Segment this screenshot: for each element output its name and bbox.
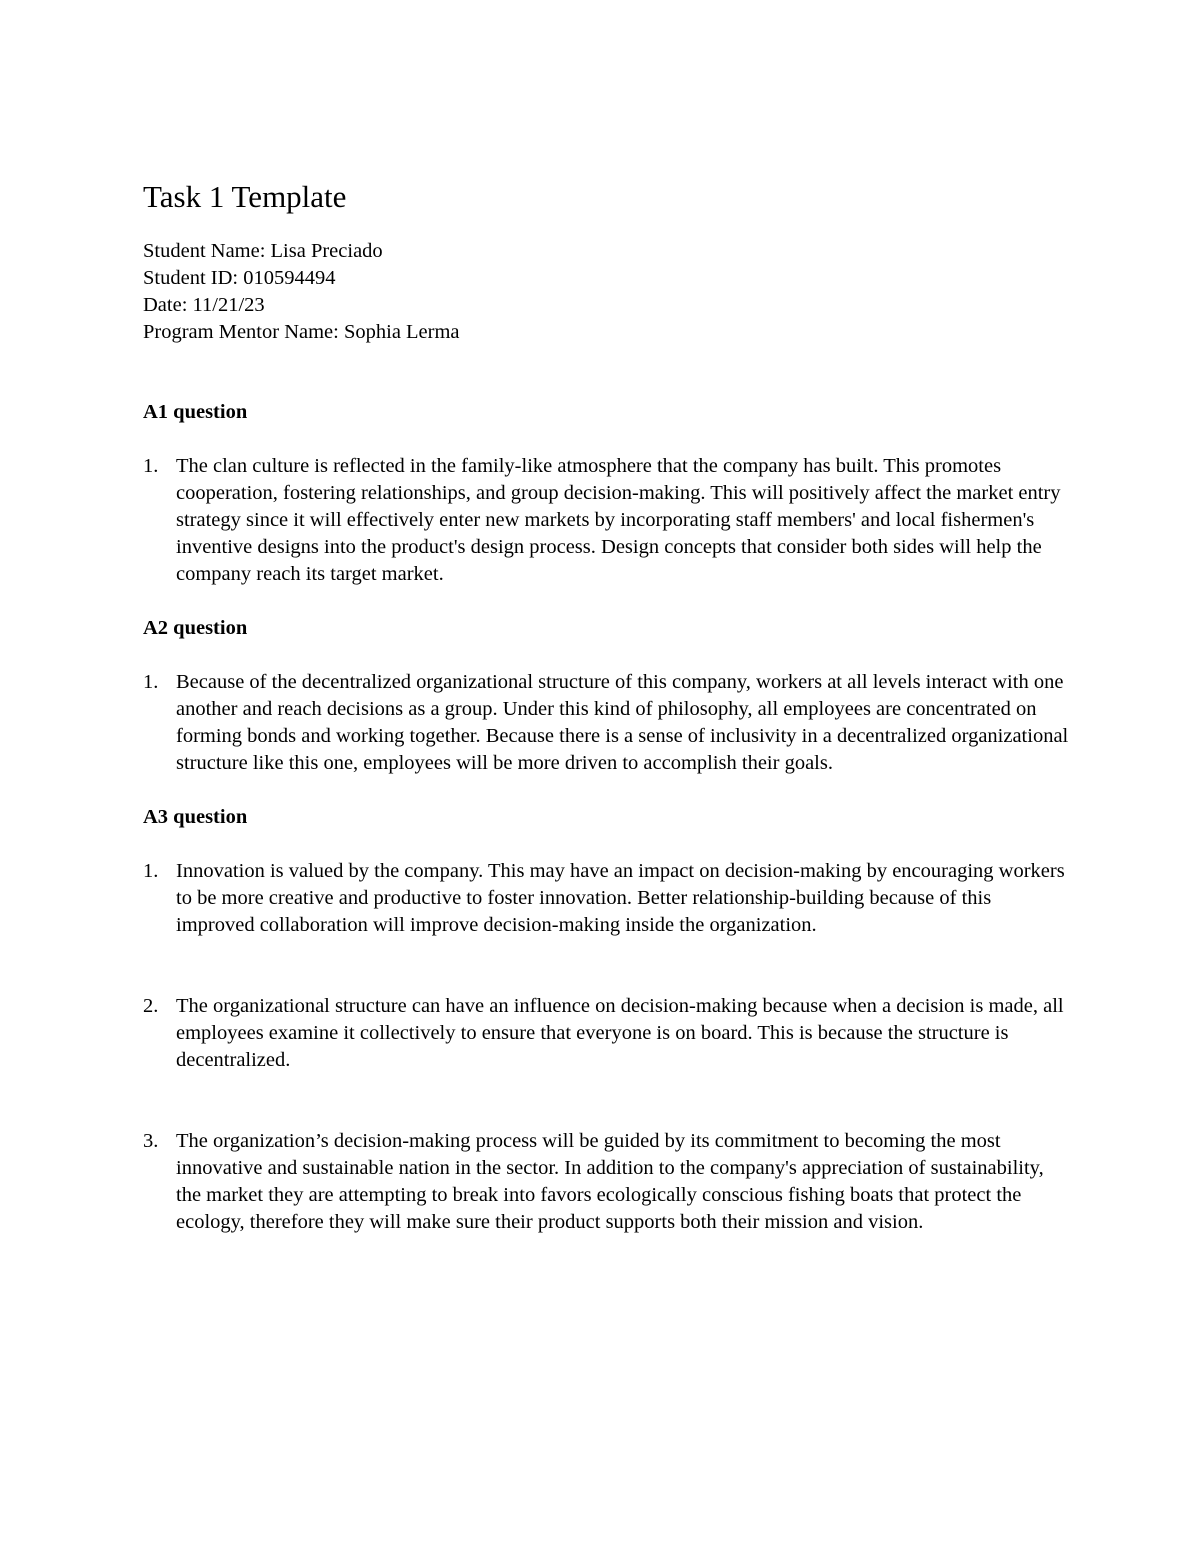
- date: Date: 11/21/23: [143, 294, 265, 316]
- section-heading: A1 question: [143, 401, 248, 423]
- item-number: 1.: [143, 455, 159, 477]
- item-number: 1.: [143, 671, 159, 693]
- section-heading: A2 question: [143, 617, 248, 639]
- item-number: 1.: [143, 860, 159, 882]
- student-info: [143, 238, 1073, 346]
- answer-list: [143, 669, 1073, 777]
- document-body: [143, 178, 1073, 1236]
- answer-text: The clan culture is reflected in the family-like atmosphere that the company has built. This promotes cooperation, fostering relationships, and group decision-making. This will positively affect the market entry strategy since it will effectively enter new markets by incorporating staff members' and local fishermen's inventive designs into the product's design process. Design concepts that consider both sides will help the company reach its target market.: [176, 455, 1061, 585]
- answer-text: Because of the decentralized organizational structure of this company, workers at all levels interact with one another and reach decisions as a group. Under this kind of philosophy, all employees are concentrated on forming bonds and working together. Because there is a sense of inclusivity in a decentralized organizational structure like this one, employees will be more driven to accomplish their goals.: [176, 671, 1069, 774]
- document-title: Task 1 Template: [143, 179, 347, 214]
- answer-list: [143, 858, 1073, 1236]
- student-id: Student ID: 010594494: [143, 267, 336, 289]
- section-a1: [143, 399, 1073, 588]
- answer-item: [143, 858, 1073, 939]
- answer-item: [143, 1128, 1073, 1236]
- student-name: Student Name: Lisa Preciado: [143, 240, 383, 262]
- section-heading: A3 question: [143, 806, 248, 828]
- answer-text: The organization’s decision-making process will be guided by its commitment to becoming the most innovative and sustainable nation in the sector. In addition to the company's appreciation of sustainability, the market they are attempting to break into favors ecologically conscious fishing boats that protect the ecology, therefore they will make sure their product supports both their mission and vision.: [176, 1130, 1044, 1233]
- answer-item: [143, 993, 1073, 1074]
- item-number: 2.: [143, 995, 159, 1017]
- item-number: 3.: [143, 1130, 159, 1152]
- section-a3: [143, 804, 1073, 1236]
- answer-text: Innovation is valued by the company. This may have an impact on decision-making by encouraging workers to be more creative and productive to foster innovation. Better relationship-building because of this improved collaboration will improve decision-making inside the organization.: [176, 860, 1065, 936]
- answer-list: [143, 453, 1073, 588]
- section-a2: [143, 615, 1073, 777]
- answer-item: [143, 453, 1073, 588]
- answer-item: [143, 669, 1073, 777]
- answer-text: The organizational structure can have an influence on decision-making because when a decision is made, all employees examine it collectively to ensure that everyone is on board. This is because the structure is decentralized.: [176, 995, 1064, 1071]
- program-mentor-name: Program Mentor Name: Sophia Lerma: [143, 321, 460, 343]
